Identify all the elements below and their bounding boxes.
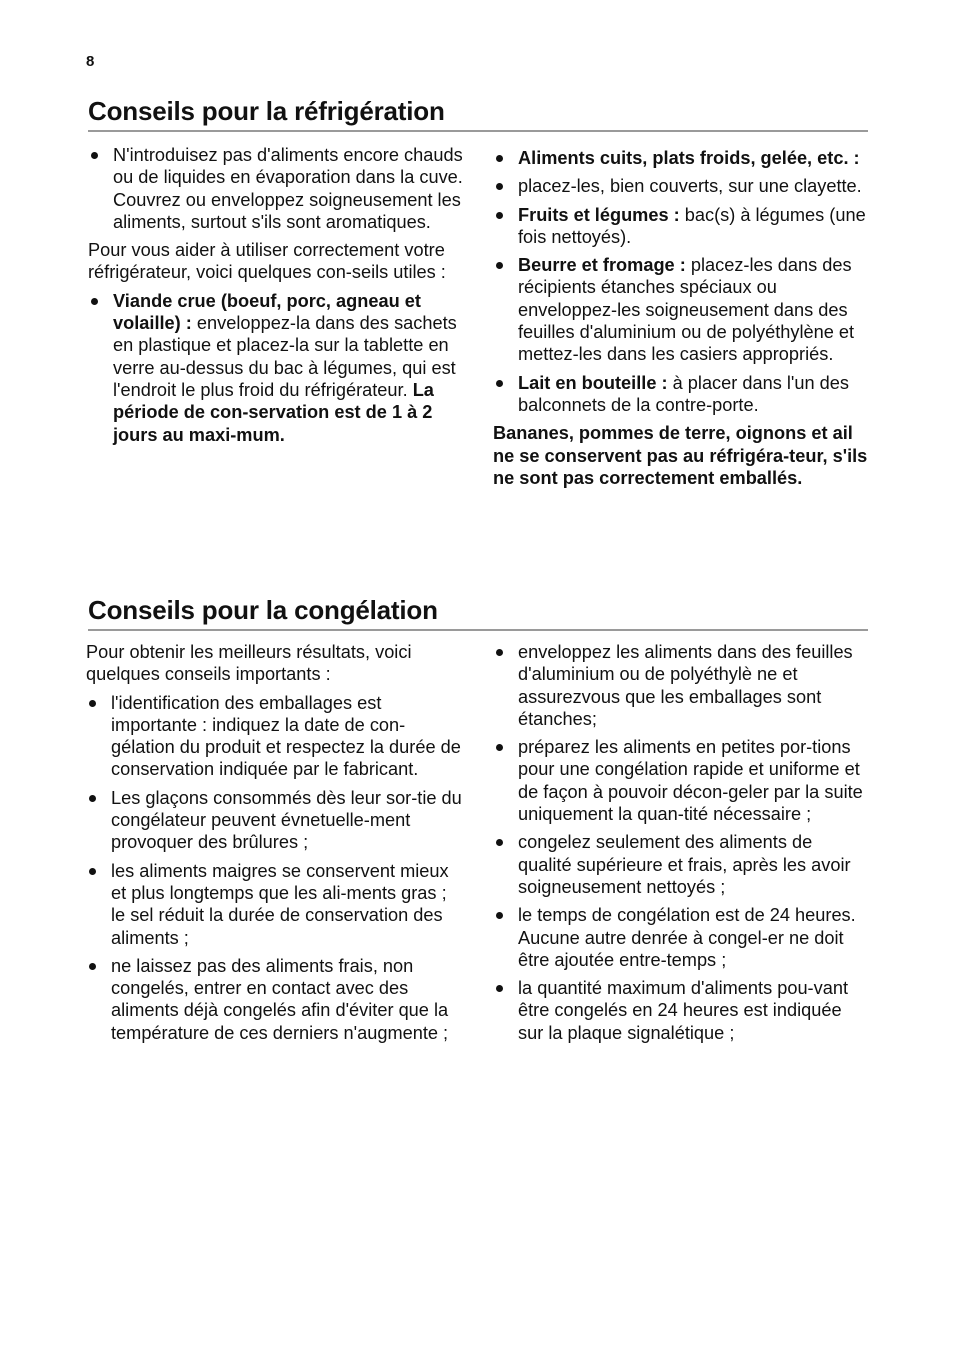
- bullet-icon: [496, 985, 503, 992]
- bullet-icon: [496, 155, 503, 162]
- bullet-icon: [496, 649, 503, 656]
- refrigeration-left-column: [88, 144, 466, 452]
- bullet-icon: [89, 868, 96, 875]
- list-item: N'introduisez pas d'aliments encore chauds ou de liquides en évaporation dans la cuve. Couvrez ou enveloppez soigneusement les aliments, surtout s'ils sont aromatiques.: [88, 144, 466, 233]
- list-item: Viande crue (boeuf, porc, agneau et volaille) : enveloppez-la dans des sachets en plastique et placez-la sur la tablette en verre au-dessus du bac à légumes, qui est l'endroit le plus froid du réfrigérateur. La période de con-servation est de 1 à 2 jours au maxi-mum.: [88, 290, 466, 446]
- list-item: préparez les aliments en petites por-tions pour une congélation rapide et uniforme et de façon à pouvoir décon-geler par la suite uniquement la quan-tité nécessaire ;: [493, 736, 869, 825]
- bullet-icon: [496, 262, 503, 269]
- list-item: Lait en bouteille : à placer dans l'un des balconnets de la contre-porte.: [493, 372, 868, 417]
- refrigeration-right-column: [493, 147, 868, 495]
- freezing-title: Conseils pour la congélation: [88, 595, 868, 631]
- list-item: Beurre et fromage : placez-les dans des récipients étanches spéciaux ou enveloppez-les soigneusement dans des feuilles d'aluminium ou de polyéthylène et mettez-les dans les casiers appropriés.: [493, 254, 868, 365]
- bullet-icon: [91, 152, 98, 159]
- list-item: le temps de congélation est de 24 heures. Aucune autre denrée à congel-er ne doit être ajoutée entre-temps ;: [493, 904, 869, 971]
- freezing-intro: Pour obtenir les meilleurs résultats, voici quelques conseils importants :: [86, 642, 412, 685]
- list-item: Fruits et légumes : bac(s) à légumes (une fois nettoyés).: [493, 204, 868, 249]
- bullet-icon: [496, 183, 503, 190]
- list-item: ne laissez pas des aliments frais, non congelés, entrer en contact avec des aliments déjà congelés afin d'éviter que la température de ces derniers n'augmente ;: [86, 955, 464, 1044]
- refrigeration-note: Bananes, pommes de terre, oignons et ail ne se conservent pas au réfrigéra-teur, s'ils ne sont pas correctement emballés.: [493, 423, 868, 488]
- bullet-icon: [496, 839, 503, 846]
- list-item: Aliments cuits, plats froids, gelée, etc. :: [493, 147, 868, 169]
- list-item: placez-les, bien couverts, sur une clayette.: [493, 175, 868, 197]
- page-number: 8: [86, 53, 95, 70]
- list-item: les aliments maigres se conservent mieux et plus longtemps que les ali-ments gras ; le sel réduit la durée de conservation des aliments ;: [86, 860, 464, 949]
- freezing-right-column: [493, 641, 869, 1050]
- bullet-icon: [496, 212, 503, 219]
- bullet-icon: [89, 700, 96, 707]
- bullet-icon: [496, 380, 503, 387]
- freezing-left-column: [86, 641, 464, 1050]
- list-item: la quantité maximum d'aliments pou-vant être congelés en 24 heures est indiquée sur la plaque signalétique ;: [493, 977, 869, 1044]
- bullet-icon: [91, 298, 98, 305]
- bullet-icon: [496, 912, 503, 919]
- bullet-icon: [496, 744, 503, 751]
- list-item: Les glaçons consommés dès leur sor-tie du congélateur peuvent évnetuelle-ment provoquer des brûlures ;: [86, 787, 464, 854]
- bullet-icon: [89, 795, 96, 802]
- list-item: l'identification des emballages est importante : indiquez la date de con-gélation du produit et respectez la durée de conservation indiquée par le fabricant.: [86, 692, 464, 781]
- list-item: congelez seulement des aliments de qualité supérieure et frais, après les avoir soigneusement nettoyés ;: [493, 831, 869, 898]
- refrigeration-title: Conseils pour la réfrigération: [88, 96, 868, 132]
- refrigeration-intro: Pour vous aider à utiliser correctement votre réfrigérateur, voici quelques con-seils utiles :: [88, 240, 446, 283]
- bullet-icon: [89, 963, 96, 970]
- list-item: enveloppez les aliments dans des feuilles d'aluminium ou de polyéthylè ne et assurezvous que les emballages sont étanches;: [493, 641, 869, 730]
